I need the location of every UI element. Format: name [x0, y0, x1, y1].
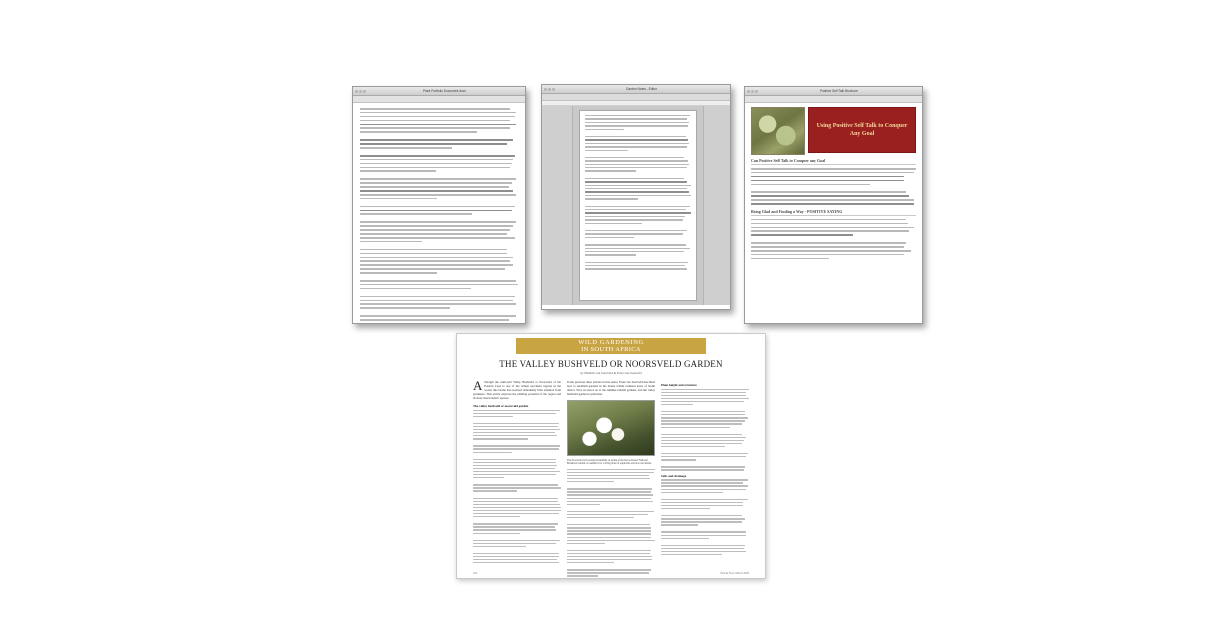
text-line	[473, 416, 513, 417]
text-line	[751, 246, 904, 248]
text-line	[661, 535, 746, 536]
text-line	[567, 530, 651, 531]
text-line	[360, 237, 515, 239]
text-line	[473, 559, 557, 560]
text-line	[661, 443, 742, 444]
text-line	[661, 499, 748, 500]
document-canvas	[573, 106, 703, 305]
text-line	[585, 198, 638, 199]
text-line	[360, 249, 507, 251]
text-line	[567, 491, 651, 492]
text-line	[360, 124, 516, 126]
text-line	[661, 492, 723, 493]
text-line	[585, 185, 691, 186]
text-line	[473, 474, 556, 475]
brochure-body-1	[751, 168, 916, 205]
text-line	[567, 498, 651, 499]
text-line	[567, 501, 653, 502]
photo-caption: The Noorsveld is flowering beautifully in spring at the Karoo Desert National Botanical Garden. In summer it is a living mass of euphorbia and aloe succulents.	[567, 459, 652, 466]
text-line	[661, 466, 745, 467]
text-line	[751, 203, 914, 205]
section-heading-1: The valley bushveld or noorsveld garden	[473, 404, 529, 408]
text-line	[360, 155, 515, 157]
text-line	[360, 300, 513, 302]
text-line	[360, 194, 516, 196]
article-title: THE VALLEY BUSHVELD OR NOORSVELD GARDEN	[499, 359, 723, 369]
text-line	[661, 417, 748, 418]
text-line	[473, 445, 560, 446]
text-line	[585, 129, 624, 130]
text-line	[585, 157, 684, 158]
section-heading-3: Soils and drainage	[661, 473, 687, 478]
window-editor-document[interactable]	[541, 84, 731, 310]
text-line	[585, 164, 689, 165]
text-line	[661, 515, 742, 516]
window-title: Plant Portfolio Document.docx	[423, 89, 466, 93]
text-line	[360, 198, 437, 200]
text-line	[585, 206, 690, 207]
text-line	[360, 288, 471, 290]
text-line	[567, 511, 654, 512]
text-line	[360, 221, 516, 223]
text-line	[360, 120, 510, 122]
text-line	[585, 188, 687, 189]
text-line	[567, 478, 650, 479]
window-title: Garden Notes - Editor	[625, 87, 657, 91]
text-line	[473, 487, 561, 488]
titlebar[interactable]	[353, 87, 525, 96]
text-line	[585, 219, 683, 220]
text-line	[661, 392, 746, 393]
text-line	[585, 223, 642, 224]
text-line	[567, 514, 648, 515]
text-line	[585, 244, 686, 245]
paragraph-gap	[585, 202, 691, 206]
text-line	[567, 537, 651, 538]
column-2-body	[567, 469, 655, 579]
text-line	[567, 559, 652, 560]
text-line	[473, 423, 559, 424]
text-line	[360, 303, 516, 305]
left-navigation-panel[interactable]	[542, 106, 573, 305]
magazine-page	[456, 333, 766, 579]
column-3-body-a	[661, 389, 749, 471]
text-line	[661, 420, 745, 421]
article-columns	[457, 375, 765, 571]
paragraph-gap	[473, 494, 561, 498]
minimize-icon[interactable]	[548, 88, 551, 91]
text-line	[661, 411, 745, 412]
text-line	[585, 265, 685, 266]
text-line	[360, 127, 510, 129]
text-line	[661, 423, 742, 424]
text-line	[567, 569, 651, 570]
text-line	[360, 284, 518, 286]
text-line	[661, 434, 742, 435]
text-line	[473, 429, 560, 430]
text-line	[585, 216, 685, 217]
text-line	[585, 136, 686, 137]
window-brochure-document[interactable]	[744, 86, 923, 324]
text-line	[360, 210, 512, 212]
text-line	[360, 178, 516, 180]
text-line	[473, 556, 559, 557]
window-title: Positive Self Talk Brochure	[820, 89, 858, 93]
text-line	[360, 159, 513, 161]
text-line	[473, 501, 558, 502]
text-line	[751, 219, 906, 221]
text-line	[360, 280, 516, 282]
text-line	[473, 452, 512, 453]
text-line	[473, 413, 556, 414]
text-line	[360, 264, 513, 266]
text-line	[360, 167, 510, 169]
text-line	[751, 184, 870, 186]
text-line	[751, 180, 904, 182]
text-line	[567, 488, 652, 489]
text-line	[360, 260, 510, 262]
text-line	[585, 115, 690, 116]
minimize-icon[interactable]	[751, 90, 754, 93]
text-line	[473, 477, 504, 478]
text-line	[567, 540, 655, 541]
text-line	[473, 462, 556, 463]
page-footer	[473, 572, 749, 575]
text-line	[751, 195, 909, 197]
text-line	[585, 167, 687, 168]
text-line	[585, 233, 683, 234]
text-line	[585, 146, 687, 147]
text-line	[567, 562, 614, 563]
text-line	[585, 170, 636, 171]
text-line	[661, 489, 746, 490]
text-line	[585, 178, 684, 179]
text-line	[360, 307, 450, 309]
banner-line-1: WILD GARDENING	[578, 339, 644, 346]
lead-text-left: lthough the semi-arid Valley Bushveld or Noorsveld of the Eastern Cape is one of the richest succulent regions in the world, this biome has received remarkably little attention from gardeners. This article explores the planting potential of the region and its most characteristic species.	[473, 380, 561, 400]
text-line	[567, 494, 653, 495]
text-line	[585, 237, 634, 238]
text-line	[751, 223, 908, 225]
hero-block	[751, 107, 916, 153]
text-line	[360, 225, 513, 227]
text-line	[567, 533, 651, 534]
text-line	[661, 453, 748, 454]
text-line	[473, 465, 557, 466]
text-line	[473, 540, 560, 541]
text-line	[585, 150, 628, 151]
minimize-icon[interactable]	[359, 90, 362, 93]
text-line	[585, 251, 684, 252]
titlebar[interactable]	[745, 87, 922, 96]
text-line	[751, 234, 853, 236]
text-line	[567, 517, 634, 518]
text-line	[661, 404, 693, 405]
text-line	[473, 498, 558, 499]
text-line	[360, 241, 422, 243]
text-line	[360, 319, 509, 321]
text-line	[661, 508, 710, 509]
text-line	[473, 562, 559, 563]
text-line	[360, 112, 516, 114]
text-line	[360, 147, 452, 149]
text-line	[661, 551, 746, 552]
text-line	[567, 524, 650, 525]
text-line	[567, 550, 651, 551]
paragraph-gap	[473, 536, 561, 540]
text-line	[585, 191, 689, 192]
hero-photo	[751, 107, 805, 155]
hero-title: Using Positive Self Talk to Conquer Any Goal	[808, 107, 916, 153]
text-line	[661, 554, 722, 555]
text-line	[360, 182, 512, 184]
text-line	[661, 479, 748, 480]
text-line	[751, 172, 914, 174]
text-line	[661, 482, 743, 483]
right-properties-panel[interactable]	[703, 106, 730, 305]
text-line	[473, 546, 526, 547]
text-line	[360, 186, 509, 188]
text-line	[585, 139, 688, 140]
text-line	[751, 199, 914, 201]
text-line	[567, 527, 651, 528]
text-line	[585, 212, 691, 213]
window-controls[interactable]	[544, 88, 555, 91]
text-line	[661, 427, 730, 428]
text-line	[360, 296, 515, 298]
text-line	[473, 513, 559, 514]
text-line	[751, 191, 906, 193]
text-line	[661, 459, 696, 460]
section-heading-2: Plant height and structure	[661, 383, 697, 387]
page-number: 104	[473, 572, 478, 575]
text-line	[360, 163, 512, 165]
text-line	[661, 446, 725, 447]
column-1-body	[473, 410, 561, 564]
text-line	[360, 229, 510, 231]
text-line	[661, 531, 746, 532]
text-line	[661, 469, 744, 470]
text-line	[585, 143, 689, 144]
text-line	[585, 209, 686, 210]
window-controls[interactable]	[355, 90, 366, 93]
text-line	[473, 553, 559, 554]
document-sheet	[579, 110, 697, 301]
text-line	[585, 262, 688, 263]
text-line	[661, 401, 744, 402]
article-photo	[567, 400, 655, 456]
text-line	[360, 116, 515, 118]
banner-line-2: IN SOUTH AFRICA	[581, 346, 641, 354]
text-line	[473, 468, 555, 469]
text-line	[360, 108, 510, 110]
text-line	[751, 258, 829, 260]
drop-cap: A	[473, 378, 483, 393]
toolbar[interactable]	[353, 96, 525, 103]
text-line	[585, 122, 689, 123]
text-line	[360, 170, 436, 172]
text-line	[360, 190, 513, 192]
text-line	[585, 268, 687, 269]
text-line	[473, 523, 558, 524]
text-line	[360, 233, 507, 235]
text-line	[473, 529, 556, 530]
text-line	[567, 481, 614, 482]
text-line	[473, 471, 560, 472]
brochure-body-2	[751, 219, 916, 260]
text-line	[661, 414, 745, 415]
text-line	[751, 254, 904, 256]
text-line	[360, 253, 507, 255]
text-line	[360, 315, 516, 317]
text-line	[585, 195, 691, 196]
text-line	[360, 257, 513, 259]
issue-label: Veld & Flora March 2009	[720, 572, 749, 575]
text-line	[751, 168, 916, 170]
text-line	[661, 502, 743, 503]
text-line	[360, 143, 507, 145]
column-1	[473, 380, 561, 571]
text-line	[473, 510, 561, 511]
text-line	[473, 448, 559, 449]
text-line	[567, 553, 650, 554]
text-line	[567, 504, 600, 505]
text-line	[473, 526, 555, 527]
close-icon[interactable]	[544, 88, 547, 91]
text-line	[567, 556, 652, 557]
text-line	[585, 248, 690, 249]
window-controls[interactable]	[747, 90, 758, 93]
text-line	[585, 181, 687, 182]
column-3	[661, 380, 749, 571]
text-line	[661, 518, 745, 519]
text-line	[751, 176, 904, 178]
text-line	[661, 437, 746, 438]
text-line	[567, 575, 598, 576]
toolbar[interactable]	[745, 96, 922, 103]
article-byline: by Hendrik van Jaarsveld & Ernst van Jaarsveld	[580, 371, 642, 375]
text-line	[473, 533, 520, 534]
text-line	[585, 254, 636, 255]
document-page	[353, 103, 525, 324]
text-line	[360, 272, 437, 274]
text-line	[567, 469, 655, 470]
close-icon[interactable]	[355, 90, 358, 93]
text-line	[661, 521, 742, 522]
text-line	[473, 426, 558, 427]
text-line	[473, 516, 520, 517]
text-line	[585, 160, 688, 161]
text-line	[360, 268, 505, 270]
text-line	[473, 543, 556, 544]
text-line	[751, 250, 911, 252]
text-line	[360, 213, 472, 215]
magazine-banner	[516, 338, 706, 354]
brochure-page	[745, 103, 922, 321]
text-line	[567, 475, 649, 476]
window-text-document[interactable]	[352, 86, 526, 324]
text-line	[473, 435, 557, 436]
text-line	[661, 389, 749, 390]
text-line	[567, 472, 654, 473]
text-line	[661, 538, 709, 539]
text-line	[473, 484, 558, 485]
text-line	[585, 118, 687, 119]
text-line	[661, 456, 746, 457]
text-line	[661, 485, 748, 486]
text-line	[585, 230, 687, 231]
text-line	[661, 440, 744, 441]
text-line	[751, 242, 906, 244]
text-line	[661, 545, 745, 546]
column-3-body-b	[661, 479, 749, 555]
text-line	[360, 139, 513, 141]
text-line	[473, 504, 560, 505]
text-line	[360, 206, 515, 208]
text-line	[473, 459, 556, 460]
toolbar[interactable]	[542, 94, 730, 101]
text-line	[473, 410, 560, 411]
section-heading-2: Being Glad and Finding a Way - POSITIVE SAYING	[751, 209, 916, 216]
text-line	[585, 125, 688, 126]
lead-paragraph-left	[473, 380, 561, 400]
text-line	[661, 524, 698, 525]
column-2	[567, 380, 655, 571]
lead-paragraph-right: In the previous three articles in this series, Ernst van Jaarsveld described how to establish gardens in the biome within southern areas of South Africa. Now we move on to the summer-rainfall gardens, and the valley bushveld garden in particular.	[567, 380, 655, 396]
text-line	[360, 131, 477, 133]
titlebar[interactable]	[542, 85, 730, 94]
text-line	[661, 398, 749, 399]
editor-main	[542, 106, 730, 305]
section-heading-1: Can Positive Self Talk to Conquer any Goal	[751, 158, 916, 165]
text-line	[567, 543, 605, 544]
text-line	[473, 432, 555, 433]
close-icon[interactable]	[747, 90, 750, 93]
text-line	[661, 395, 746, 396]
text-line	[661, 505, 743, 506]
text-line	[751, 227, 914, 229]
text-line	[751, 230, 909, 232]
text-line	[473, 490, 517, 491]
text-line	[473, 507, 561, 508]
text-line	[661, 548, 744, 549]
text-line	[473, 438, 528, 439]
